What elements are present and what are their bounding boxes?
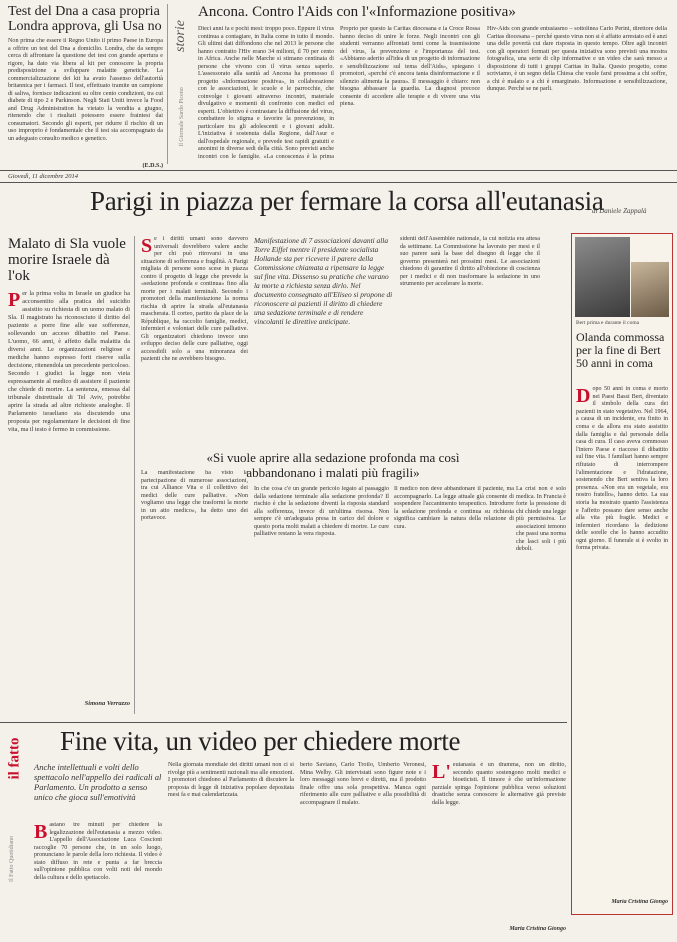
bottom-vertical — [4, 726, 26, 938]
storie-article — [172, 4, 672, 166]
storie-body-2: Proprio per questo la Caritas diocesana e la Croce Rossa hanno deciso di unire le forze. Negli incontri con gli studenti verranno affrontati temi come la trasmissione del virus, la prevenzione e l'importanza del test. «Abbiamo aderito all'idea di un progetto di informazione e sensibilizzazione sul tema dell'Aids», spiegano i promotori, «perché c'è ancora tanta disinformazione e il silenzio alimenta la paura». Il messaggio è chiaro: non bisogna abbassare la guardia. La diagnosi precoce consente di accedere alle terapie e di vivere una vita piena. — [340, 26, 480, 107]
top-left-body: Non prima che essere il Regno Unito il primo Paese in Europa a offrire un test del Dna a domicilio. Londra, che da sempre cerca di affrontare la questione dei test con grande apertura e rigore, ha dato via libera al kit per conoscere la propria predisposizione a sviluppare malattie genetiche. La commercializzazione dei kit ha avuto l'assenso dell'autorità britannica per i farmaci. Il test, effettuato tramite un campione di saliva, fornisce indicazioni su oltre cento condizioni, tra cui diabete di tipo 2 e Parkinson. Negli Stati Uniti invece la Food and Drug Administration ha vietato la vendita a giugno, ritenendo che i risultati potessero essere fraintesi dai consumatori. Secondo gli esperti, per ridurre il rischio di un uso improprio è fondamentale che il test sia accompagnato da un adeguato consulto medico e genetico. — [8, 38, 163, 142]
storie-section-label: storie — [173, 20, 188, 52]
bottom-col-3: berto Saviano, Carlo Troilo, Umberto Veronesi, Mina Welby. Gli intervistati sono figure note e i loro messaggi sono brevi e diretti, ma il prodotto finale offre una sola prospettiva. Manca ogni riferimento alle cure palliative e alla possibilità di accompagnare il malato. — [300, 762, 426, 806]
storie-newspaper-vertical: Il Giornale Sardo Piceno — [179, 87, 185, 147]
bottom-col-4: L'eutanasia è un dramma, non un diritto, secondo quanto sostengono molti medici e bioeticisti. Il timore è che un'informazione parziale spinga l'opinione pubblica verso soluzioni drastiche senza conoscere le alternative già previste dalla legge. — [432, 762, 566, 806]
bert-photo-2 — [631, 262, 669, 317]
paper-vertical: Il Fatto Quotidiano — [9, 836, 15, 882]
olanda-body: Dopo 50 anni in coma è morto nei Paesi Bassi Bert, diventato il simbolo della cura dei pazienti in stato vegetativo. Nel 1964, a causa di un incidente, era finito in coma e da allora era stato assistito dalla famiglia e dal personale della casa di cura. Il caso aveva commosso l'intero Paese e riacceso il dibattito sul fine vita. I familiari hanno sempre rifiutato di interrompere l'alimentazione e l'idratazione, sostenendo che Bert sentiva la loro presenza. «Non era un vegetale, era nostro fratello», hanno detto. La sua storia ha mostrato quanto l'assistenza e l'affetto possano dare senso anche alla vita più fragile. Medici e infermieri ricordano la dedizione delle sorelle che lo hanno accudito ogni giorno. Il funerale si è svolto in forma privata. — [576, 386, 668, 552]
storie-body: Dieci anni fa e pochi mesi: troppo poco. Eppure il virus continua a contagiare, in Italia come in tutto il mondo. Gli ultimi dati diffondono che nel 2013 le persone che hanno contratto l'Hiv erano 34 milioni, il 70 per cento in Africa. Anche nelle Marche si stimano centinaia di persone che vivono con il virus senza saperlo. L'assessorato alla sanità ad Ancona ha promosso il progetto «Informazione positiva», in collaborazione con le associazioni, le scuole e le parrocchie, che coinvolge i giovani attraverso incontri, materiale divulgativo e momenti di confronto con medici ed esperti. L'obiettivo è contrastare la diffusione del virus, combattere lo stigma e favorire la prevenzione, in particolare tra gli adolescenti e i giovani adulti. L'iniziativa è sostenuta dalla Regione, dall'Asur e dall'ospedale regionale, e prevede test rapidi gratuiti e anonimi in diverse sedi della città. Sono previsti anche incontri con le famiglie. «La conoscenza è la prima — [198, 26, 334, 160]
bottom-headline: Fine vita, un video per chiedere morte — [60, 726, 461, 756]
israele-body: Per la prima volta in Israele un giudice ha acconsentito alla pratica del suicidio assistito su richiesta di un uomo malato di Sla. Il magistrato ha riconosciuto il diritto del paziente a porre fine alle sue sofferenze, sollevando un acceso dibattito nel Paese. L'uomo, 66 anni, è affetto dalla malattia da diversi anni. Le organizzazioni religiose e mediche hanno espresso forti riserve sulla decisione, ritenendola un precedente pericoloso. Secondo i giudici la legge non vieta espressamente al medico di assistere il paziente che chiede di morire. La sentenza, emessa dal tribunale distrettuale di Tel Aviv, potrebbe aprire la strada ad altre richieste analoghe. Il Parlamento israeliano sta discutendo una proposta per regolamentare le decisioni di fine vita, ma il testo è fermo in commissione. — [8, 290, 130, 433]
top-left-author: (E.D.S.) — [142, 163, 163, 169]
main-col-3: sidenti dell'Assemblée nationale, la cui notizia era attesa da settimane. La Commissione ha lavorato per mesi e il suo parere sarà la base del disegno di legge che il governo presenterà nei prossimi mesi. Le associazioni chiedono di garantire il diritto all'obiezione di coscienza per i medici e di non trasformare la sedazione in uno strumento per accelerare la morte. — [400, 236, 540, 287]
storie-sidebar: Hiv-Aids con grande entusiasmo – sottolinea Carlo Perini, direttore della Caritas diocesana – perché questo virus non si è affatto arrestato ed è anzi una delle povertà cui dare risposta in questo tempo. Oltre agli incontri con gli operatori formati per questa iniziativa sono previsti una mostra fotografica, una serie di clip informative e un video che sarà messo a disposizione di tutti i gruppi Caritas in Italia. Questo progetto, come scriviamo, è un segno della Chiesa che vuole farsi prossima a chi soffre, a chi è malato e a chi è emarginato. Informazione e sensibilizzazione, dunque. Perché se ne parli. — [487, 26, 667, 92]
main-col-2-wrap — [254, 236, 394, 468]
storie-headline: Ancona. Contro l'Aids con l'«Informazione positiva» — [198, 4, 516, 20]
paper-name: il fatto — [6, 737, 23, 780]
olanda-title: Olanda commossa per la fine di Bert 50 anni in coma — [576, 330, 665, 370]
dateline: Giovedì, 11 dicembre 2014 — [8, 173, 79, 180]
storie-vertical-label — [172, 4, 190, 164]
israele-author: Simona Verrazzo — [84, 700, 130, 707]
israele-sidebar — [8, 236, 130, 721]
bottom-deck: Anche intellettuali e volti dello spettacolo nell'appello dei radicali al Parlamento. Un prodotto a senso unico che gioca sull'emotività — [34, 762, 162, 802]
main-col-1b: La manifestazione ha visto la partecipazione di numerose associazioni, tra cui Alliance Vita e il collettivo dei medici delle cure palliative. «Non vogliamo una legge che trasformi la morte in un atto medico», ha detto uno dei portavoce. — [141, 470, 248, 521]
bert-photo-1 — [575, 237, 630, 317]
interview-col-1: In che cosa c'è un grande pericolo legato al passaggio dalla sedazione terminale alla sedazione profonda? Il rischio è che la sedazione diventi la risposta standard alla sofferenza, invece di un'ultima risorsa. Non sempre c'è un'adeguata presa in carico del dolore e questo porta molti malati a chiedere di morire. Le cure palliative restano la vera risposta. — [254, 486, 389, 537]
israele-title: Malato di Sla vuole morire Israele dà l'ok — [8, 236, 126, 284]
top-left-article — [8, 4, 163, 169]
olanda-author: Maria Cristina Giongo — [611, 899, 668, 905]
pullquote: «Si vuole aprire alla sedazione profonda ma così abbandonano i malati più fragili» — [206, 450, 460, 480]
bottom-col-2: Nella giornata mondiale dei diritti umani non ci si rivolge più a sentimenti razionali ma alle emozioni. I promotori chiedono al Parlamento di discutere la proposta di legge di iniziativa popolare depositata mesi fa e mai calendarizzata. — [168, 762, 294, 798]
bottom-author: Marta Cristina Giongo — [509, 926, 566, 932]
photo-caption: Bert prima e durante il coma — [576, 320, 640, 326]
main-col-2-deck: Manifestazione di 7 associazioni davanti alla Torre Eiffel mentre il presidente socialista Hollande sta per ricevere il parere della Commissione chiamata a ripensare la legge sul fine vita. Dissenso su pratiche che varano la morte a richiesta senza dirlo. Nel documento consegnato all'Eliseo si propone di riconoscere ai pazienti il diritto di chiedere una sedazione terminale e di rendere vincolanti le direttive anticipate. — [254, 236, 393, 326]
top-left-headline: Test del Dna a casa propria Londra approva, gli Usa no — [8, 4, 162, 34]
interview-col-2: Il medico non deve abbandonare il paziente, ma accompagnarlo. La legge attuale già consente di sospendere l'accanimento terapeutico. Introdurre la sedazione profonda e continua su richiesta significa cambiare la natura della relazione di cura. — [394, 486, 514, 530]
main-author: di Daniele Zappalà — [592, 207, 647, 215]
olanda-box — [571, 233, 673, 915]
main-col-1: Se i diritti umani sono davvero universali dovrebbero valere anche per chi può ritrovarsi in una situazione di sofferenza e fragilità. A Parigi migliaia di persone sono scese in piazza contro il progetto di legge che prevede la «sedazione profonda e continua» fino alla morte per i malati terminali. Secondo i promotori della manifestazione la norma rischia di aprire la strada all'eutanasia mascherata. Il corteo, partito da place de la République, ha raccolto famiglie, medici, infermieri e volontari delle cure palliative. Gli organizzatori chiedono invece uno sviluppo deciso delle cure palliative, oggi accessibili solo a una minoranza dei pazienti che ne avrebbero bisogno. — [141, 236, 248, 362]
bottom-col-1: Bastano tre minuti per chiedere la legalizzazione dell'eutanasia a mezzo video. L'appello dell'Associazione Luca Coscioni raccoglie 70 persone che, in un solo luogo, pronunciano le parole della loro richiesta. Il video è stato diffuso in rete e punta a far breccia sull'opinione pubblica con volti noti del mondo della cultura e dello spettacolo. — [34, 822, 162, 881]
main-headline: Parigi in piazza per fermare la corsa all'eutanasia — [90, 186, 604, 216]
interview-col-3: La crisi non è solo medica. In Francia è forte la pressione di chi chiede una legge più permissiva. Le associazioni temono che passi una norma che lasci soli i più deboli. — [516, 486, 566, 552]
